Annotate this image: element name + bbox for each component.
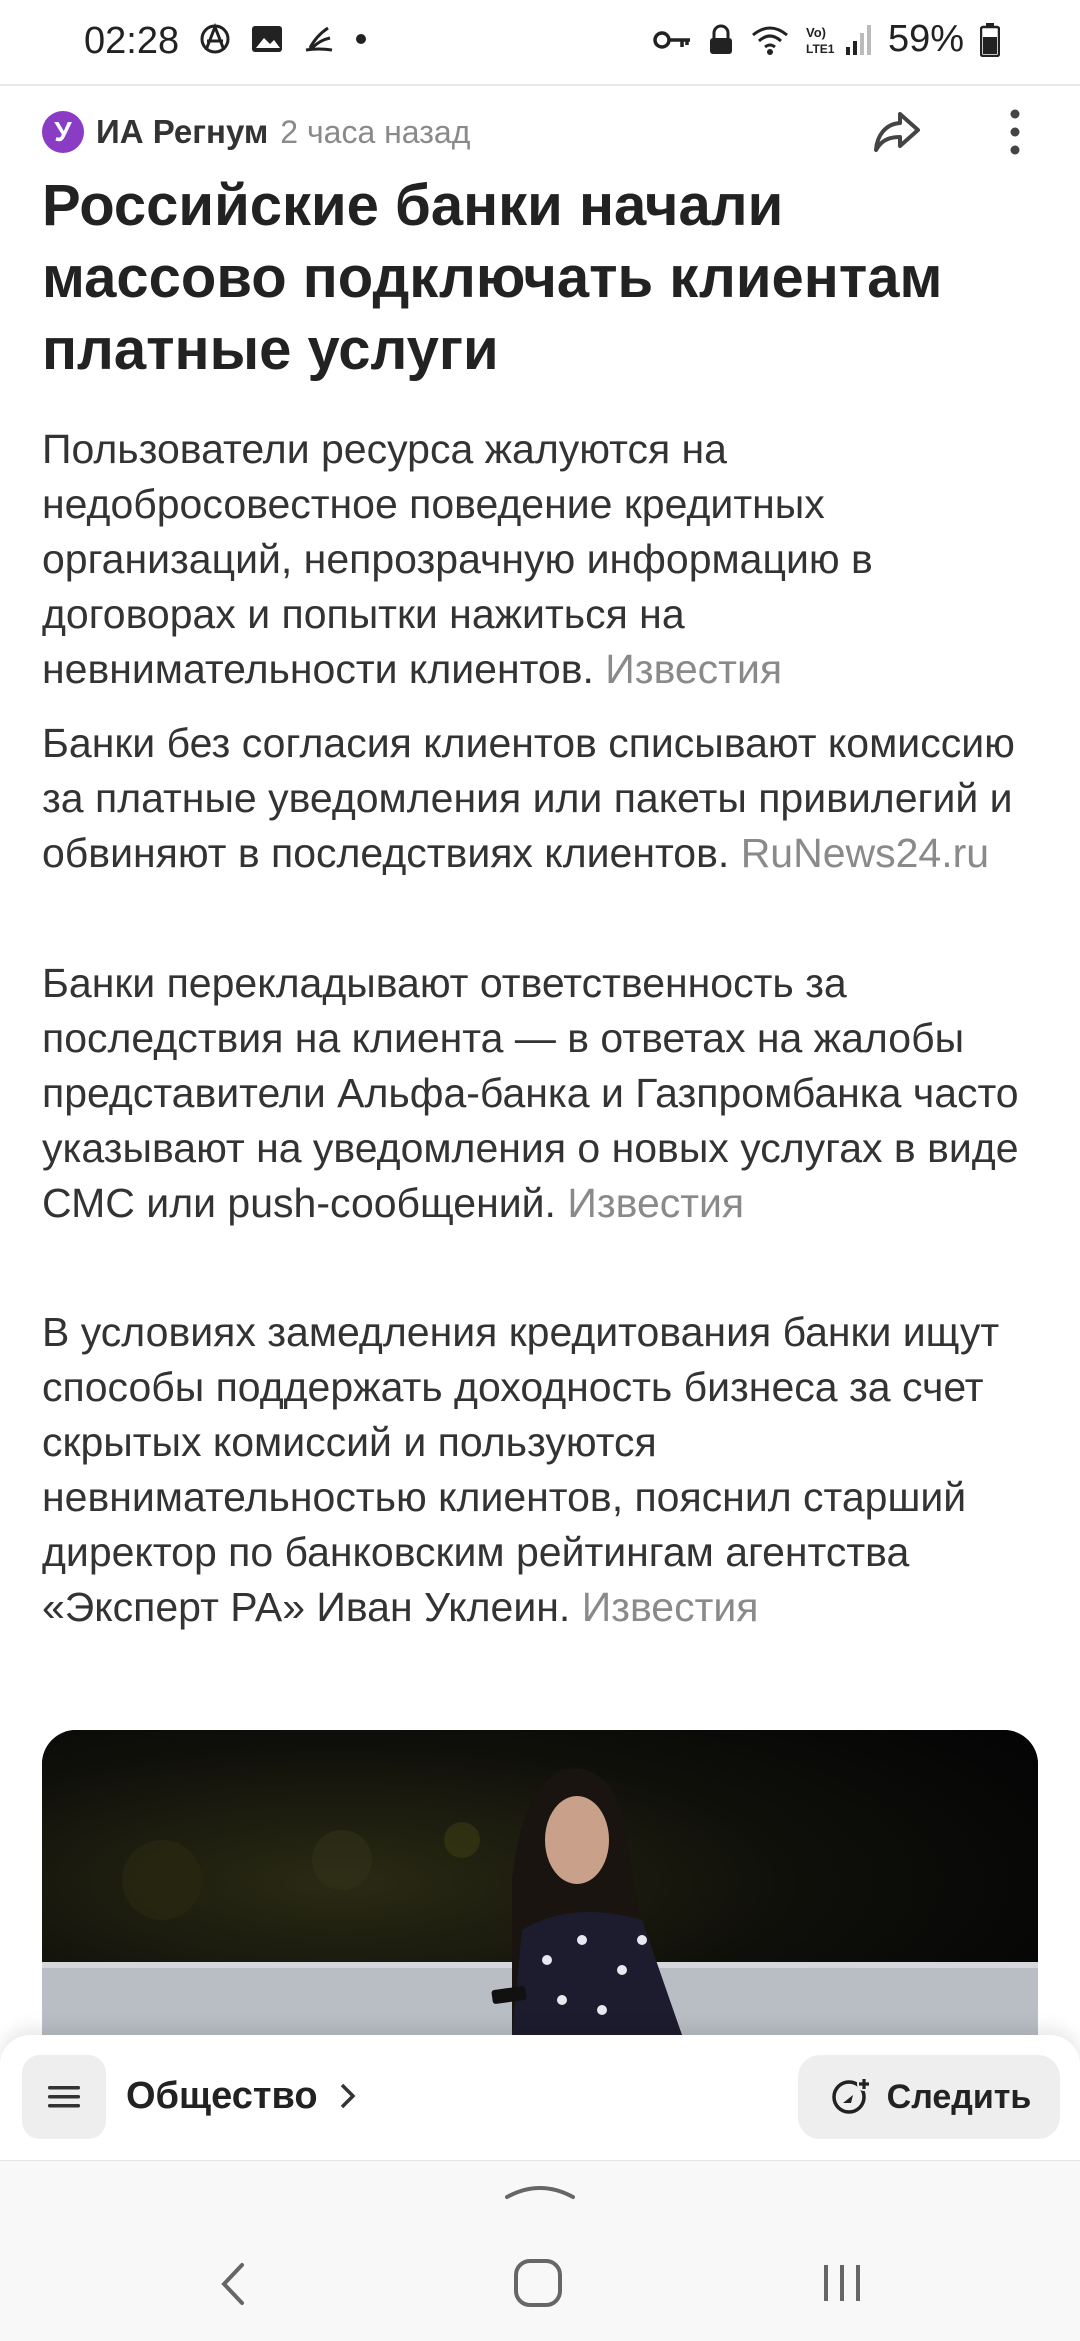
category-link[interactable]: Общество [126, 2075, 318, 2117]
recent-apps-icon[interactable] [820, 2259, 864, 2307]
battery-percent: 59% [887, 18, 964, 60]
volte-signal-icon [806, 23, 872, 57]
status-bar [0, 0, 1080, 84]
vpn-key-icon [652, 28, 692, 52]
home-icon[interactable] [512, 2257, 564, 2309]
publish-time: 2 часа назад [280, 113, 471, 150]
paragraph-text: Банки перекладывают ответственность за последствия на клиента — в ответах на жалобы представители Альфа-банка и Газпромбанка часто указывают на уведомления о новых услугах в виде СМС или push-сообщений. [42, 960, 1019, 1226]
follow-add-icon [827, 2073, 875, 2121]
more-vert-icon [1000, 104, 1030, 160]
chevron-right-icon [338, 2079, 358, 2113]
menu-button[interactable] [22, 2055, 106, 2139]
paragraph-source-link[interactable]: Известия [567, 1180, 745, 1226]
share-button[interactable] [870, 104, 926, 160]
back-icon[interactable] [218, 2259, 248, 2309]
follow-label: Следить [886, 2077, 1032, 2116]
app-notification-icon [302, 22, 336, 56]
status-divider [0, 84, 1080, 86]
source-name[interactable]: ИА Регнум [96, 113, 269, 150]
photo-illustration [42, 1730, 1038, 2035]
follow-button[interactable] [798, 2055, 1060, 2139]
notification-icons [198, 22, 368, 56]
article-title: Российские банки начали массово подключать клиентам платные услуги [42, 173, 943, 382]
article-paragraph [42, 716, 1032, 881]
paragraph-source-link[interactable]: RuNews24.ru [740, 830, 990, 876]
lock-icon [708, 24, 734, 56]
paragraph-text: Пользователи ресурса жалуются на недобросовестное поведение кредитных организаций, непрозрачную информацию в договорах и попытки нажиться на невнимательности клиентов. [42, 426, 873, 692]
svg-text:LTE1: LTE1 [805, 41, 835, 56]
paragraph-text: В условиях замедления кредитования банки ищут способы поддержать доходность бизнеса за счет скрытых комиссий и пользуются невнимательностью клиентов, пояснил старший директор по банковским рейтингам агентства «Эксперт РА» Иван Уклеин. [42, 1309, 1000, 1630]
svg-text:Vo): Vo) [805, 24, 826, 40]
status-right [652, 18, 1000, 61]
article-paragraph [42, 422, 1032, 697]
bottom-panel [0, 2035, 1080, 2160]
paragraph-source-link[interactable]: Известия [605, 646, 783, 692]
wifi-icon [750, 24, 790, 56]
article-paragraph [42, 956, 1032, 1231]
share-icon [870, 104, 926, 160]
status-time: 02:28 [84, 20, 180, 62]
gallery-icon [250, 24, 284, 54]
dot-icon [354, 32, 368, 46]
paragraph-source-link[interactable]: Известия [581, 1584, 759, 1630]
hamburger-menu-icon [46, 2082, 82, 2112]
more-options-button[interactable] [1000, 104, 1030, 160]
source-logo[interactable]: У [42, 111, 84, 153]
anarchy-icon [198, 22, 232, 56]
paragraph-text: Банки без согласия клиентов списывают комиссию за платные уведомления или пакеты привилегий и обвиняют в последствиях клиентов. [42, 720, 1015, 876]
article-photo[interactable] [42, 1730, 1038, 2035]
system-nav-bar [0, 2160, 1080, 2341]
swipe-up-handle-icon[interactable] [503, 2179, 577, 2203]
battery-icon [980, 23, 1000, 57]
article-paragraph [42, 1305, 1032, 1635]
